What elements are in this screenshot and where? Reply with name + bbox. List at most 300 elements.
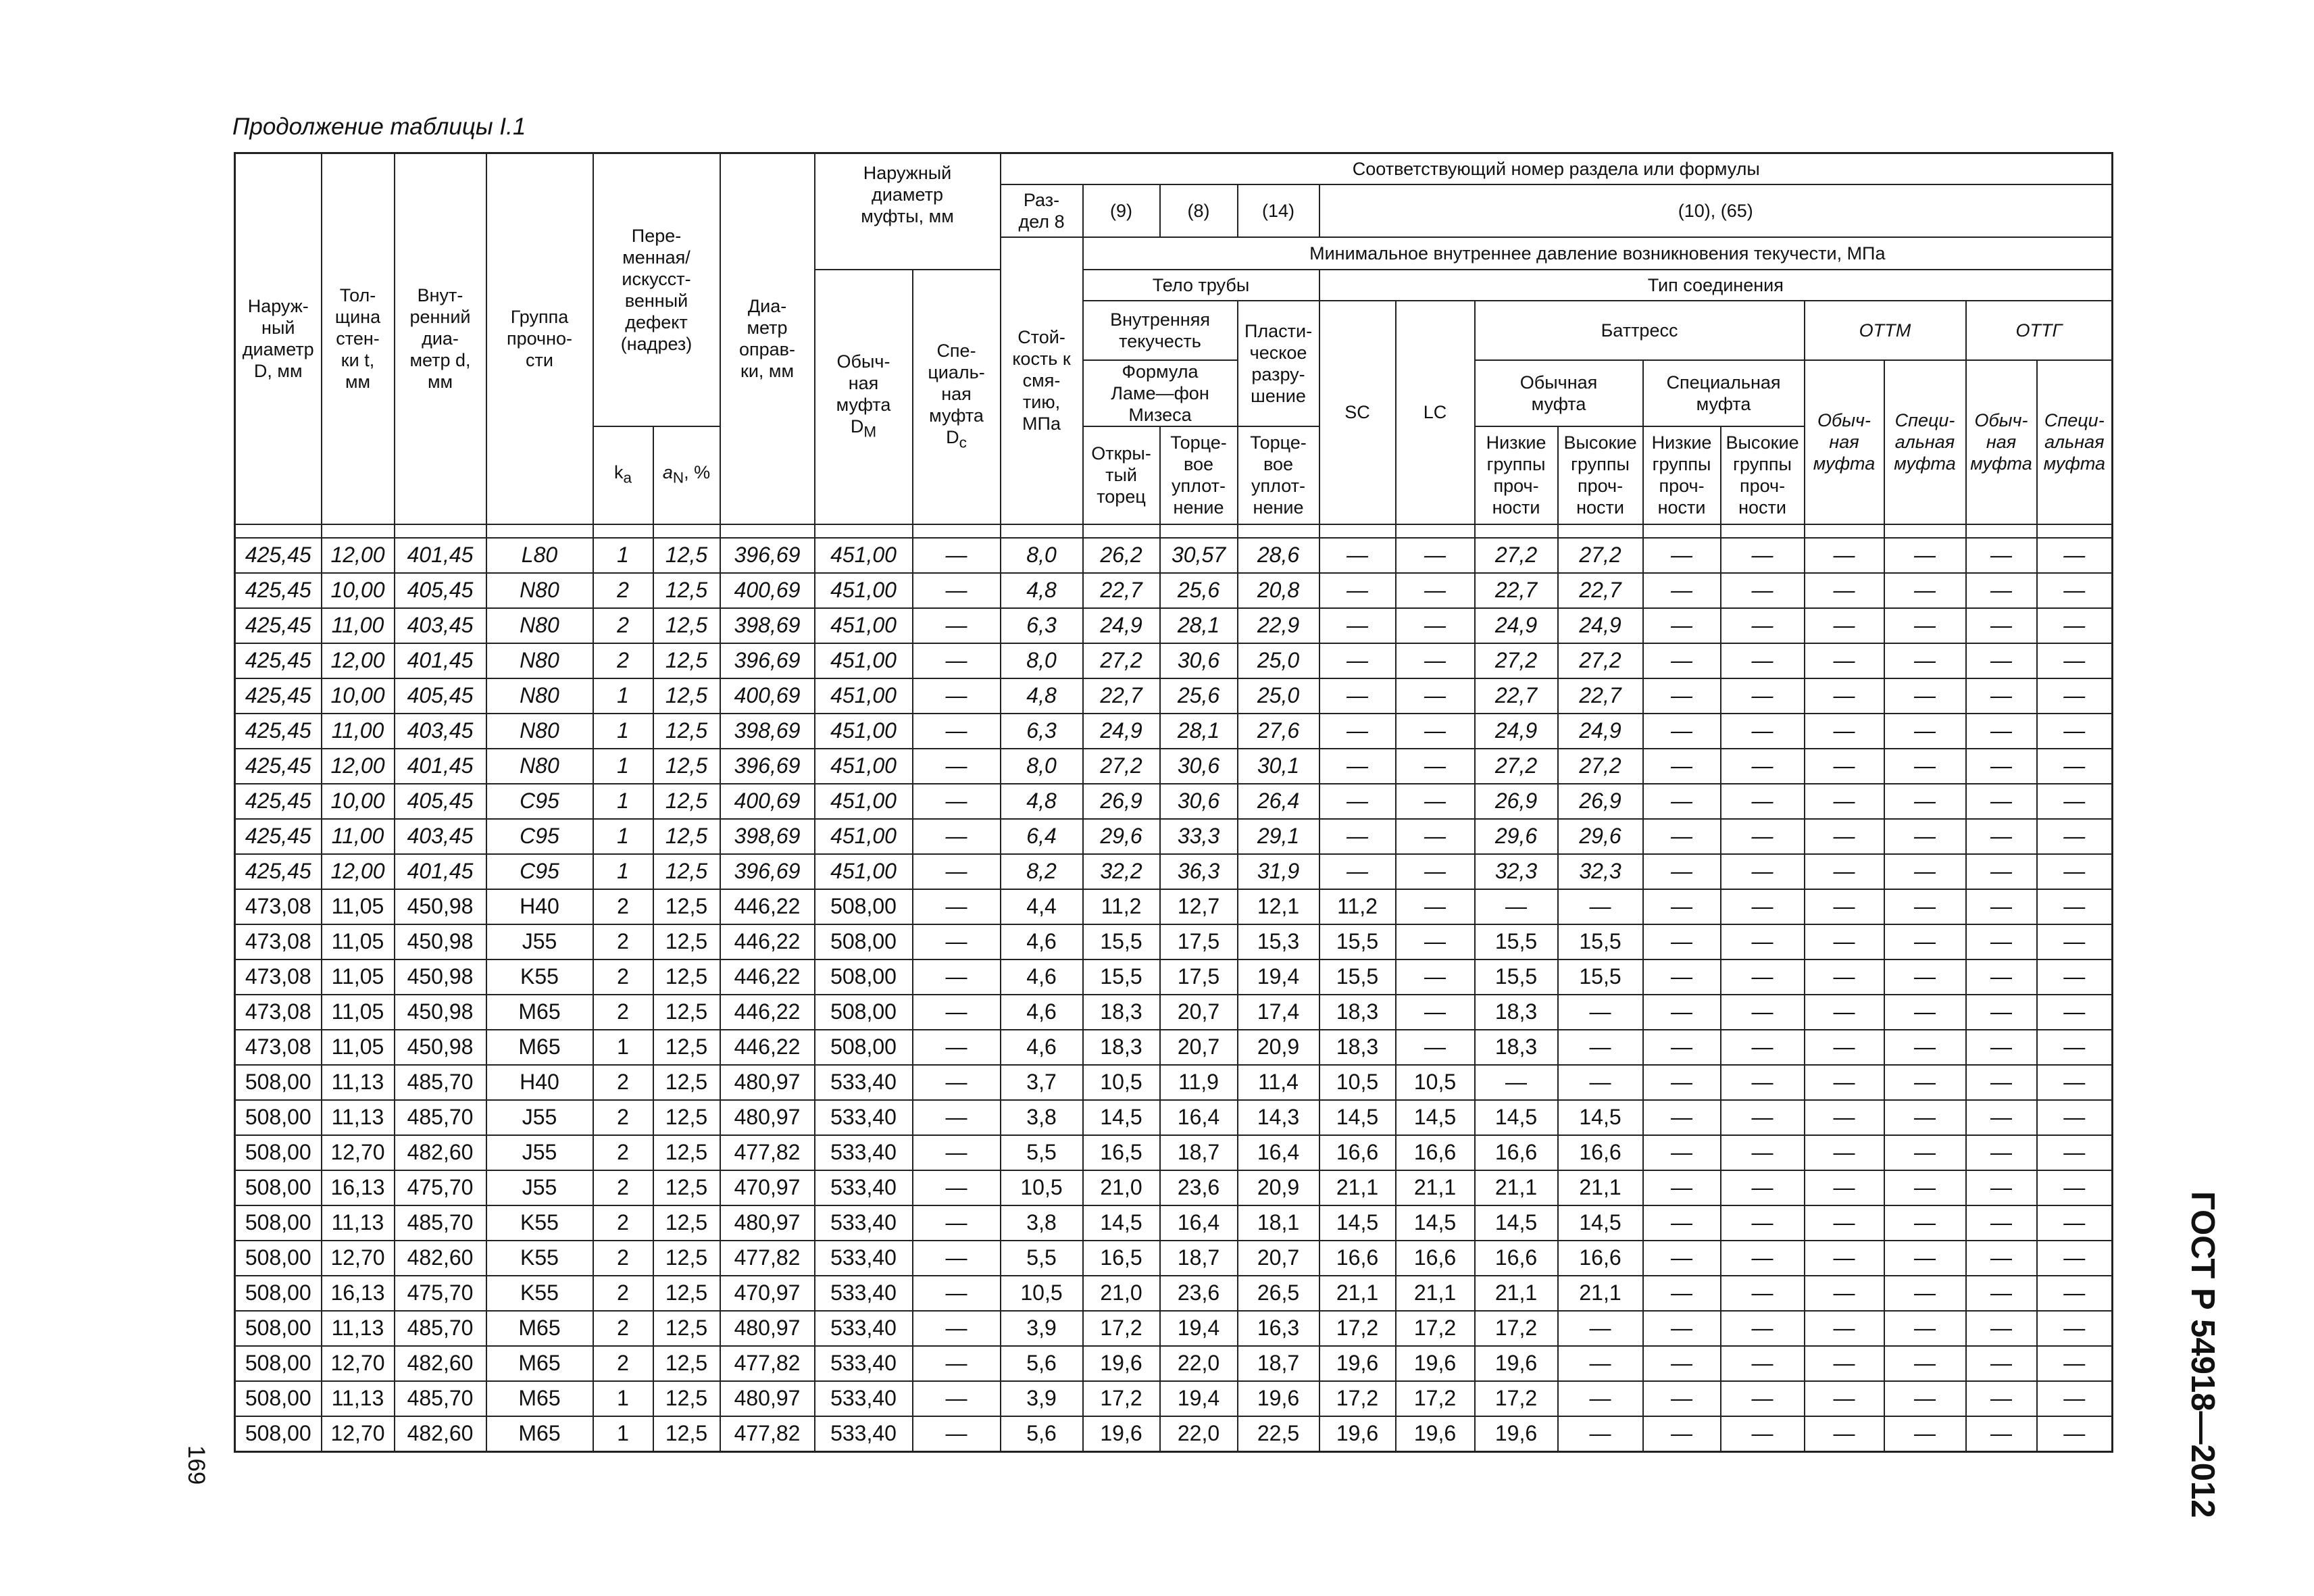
table-cell: — [1805, 678, 1884, 714]
table-cell: — [1805, 819, 1884, 854]
sc-cell [1319, 301, 1396, 524]
table-cell: 25,6 [1160, 678, 1238, 714]
table-cell: — [1643, 538, 1721, 573]
table-cell: — [1805, 643, 1884, 678]
table-cell: 30,6 [1160, 749, 1238, 784]
table-cell: 18,3 [1475, 995, 1558, 1030]
table-cell: 22,9 [1238, 608, 1319, 643]
table-cell: 480,97 [720, 1100, 815, 1135]
table-cell: — [1966, 1135, 2037, 1170]
table-cell: — [1558, 1346, 1643, 1381]
ottm-regular-cell [1805, 360, 1884, 524]
table-cell: — [1396, 678, 1475, 714]
table-cell: 400,69 [720, 784, 815, 819]
table-cell: 451,00 [815, 643, 913, 678]
table-cell: 28,6 [1238, 538, 1319, 573]
open-end-cell [1083, 426, 1160, 524]
table-cell: 20,9 [1238, 1170, 1319, 1205]
table-cell: — [1805, 1205, 1884, 1241]
f10-65-cell [1319, 184, 2113, 237]
table-cell: 16,5 [1083, 1135, 1160, 1170]
table-cell: — [913, 924, 1001, 959]
table-cell: 16,6 [1475, 1135, 1558, 1170]
table-cell: — [2037, 1170, 2113, 1205]
table-cell: 17,2 [1083, 1381, 1160, 1416]
table-cell: 533,40 [815, 1276, 913, 1311]
table-row [235, 538, 2113, 573]
table-cell: — [2037, 1311, 2113, 1346]
table-cell: 3,8 [1001, 1100, 1083, 1135]
table-cell: — [2037, 608, 2113, 643]
table-cell: M65 [486, 1030, 593, 1065]
table-cell: 1 [593, 714, 653, 749]
table-cell: 19,6 [1319, 1346, 1396, 1381]
table-cell: — [1643, 1065, 1721, 1100]
table-cell: — [1319, 784, 1396, 819]
table-cell: 425,45 [235, 608, 322, 643]
table-cell: 10,5 [1083, 1065, 1160, 1100]
table-cell: — [913, 1100, 1001, 1135]
data-table [234, 152, 2113, 1453]
table-cell: — [913, 538, 1001, 573]
an-label: $a_N$, % [662, 462, 711, 487]
table-cell: 508,00 [815, 889, 913, 924]
table-cell: C95 [486, 784, 593, 819]
table-cell: — [1966, 1205, 2037, 1241]
table-cell: 22,5 [1238, 1416, 1319, 1452]
table-cell: — [1805, 1416, 1884, 1452]
table-cell: 425,45 [235, 714, 322, 749]
table-cell: — [1805, 1311, 1884, 1346]
table-cell: — [1721, 1346, 1805, 1381]
table-cell: 3,8 [1001, 1205, 1083, 1241]
end-seal-cell-1 [1160, 426, 1238, 524]
buttress-regular-cell [1475, 360, 1643, 426]
table-row [235, 1065, 2113, 1100]
table-cell: — [1721, 573, 1805, 608]
table-cell: — [1721, 1241, 1805, 1276]
table-cell: — [1396, 854, 1475, 889]
table-cell: 12,5 [653, 995, 720, 1030]
table-cell: — [1805, 1135, 1884, 1170]
buttress-label: Баттресс [1601, 320, 1678, 341]
table-cell: — [1966, 573, 2037, 608]
table-cell: 12,5 [653, 1311, 720, 1346]
table-cell: 22,0 [1160, 1346, 1238, 1381]
table-cell: 477,82 [720, 1346, 815, 1381]
table-cell: 396,69 [720, 643, 815, 678]
table-cell: — [2037, 1381, 2113, 1416]
table-cell: 12,70 [322, 1135, 395, 1170]
table-cell: — [1558, 1416, 1643, 1452]
table-cell: 477,82 [720, 1135, 815, 1170]
table-cell: 12,5 [653, 678, 720, 714]
table-cell: 14,5 [1396, 1100, 1475, 1135]
standard-code: ГОСТ Р 54918—2012 [2184, 1191, 2221, 1518]
table-cell: 508,00 [815, 924, 913, 959]
table-cell: 24,9 [1083, 714, 1160, 749]
table-cell: — [1721, 995, 1805, 1030]
header-gap-row [235, 524, 2113, 538]
table-cell: 11,2 [1083, 889, 1160, 924]
table-cell: — [1643, 1241, 1721, 1276]
table-cell: 24,9 [1475, 608, 1558, 643]
table-cell: 508,00 [235, 1381, 322, 1416]
table-cell: 1 [593, 538, 653, 573]
table-cell: 533,40 [815, 1311, 913, 1346]
table-cell: 19,6 [1396, 1346, 1475, 1381]
table-cell: 12,5 [653, 608, 720, 643]
ottg-special-cell [2037, 360, 2113, 524]
table-cell: 5,5 [1001, 1135, 1083, 1170]
table-cell: 16,4 [1160, 1100, 1238, 1135]
table-row [235, 573, 2113, 608]
table-cell: — [1319, 714, 1396, 749]
table-cell: — [913, 1346, 1001, 1381]
table-cell: 477,82 [720, 1241, 815, 1276]
table-cell: — [1396, 819, 1475, 854]
table-cell: 4,8 [1001, 678, 1083, 714]
table-cell: 32,2 [1083, 854, 1160, 889]
table-cell: 22,0 [1160, 1416, 1238, 1452]
f9-label: (9) [1110, 200, 1133, 221]
f9-cell [1083, 184, 1160, 237]
table-cell: 425,45 [235, 819, 322, 854]
table-cell: N80 [486, 573, 593, 608]
table-cell: 450,98 [395, 995, 486, 1030]
table-cell: — [1884, 995, 1966, 1030]
table-cell: 480,97 [720, 1205, 815, 1241]
table-cell: 26,4 [1238, 784, 1319, 819]
table-cell: 533,40 [815, 1100, 913, 1135]
lc-cell [1396, 301, 1475, 524]
table-cell: 12,5 [653, 924, 720, 959]
table-cell: — [1884, 1030, 1966, 1065]
min-pressure-label: Минимальное внутреннее давление возникновения текучести, МПа [1309, 243, 1886, 264]
table-cell: 473,08 [235, 959, 322, 995]
table-cell: 27,2 [1083, 643, 1160, 678]
table-cell: 12,00 [322, 643, 395, 678]
table-cell: — [913, 714, 1001, 749]
table-cell: 18,3 [1083, 995, 1160, 1030]
f14-cell [1238, 184, 1319, 237]
table-cell: — [1884, 959, 1966, 995]
table-cell: M65 [486, 1381, 593, 1416]
buttress-regular-label: Обычная муфта [1519, 372, 1598, 414]
connection-type-label: Тип соединения [1647, 274, 1784, 295]
internal-yield-label: Внутренняя текучесть [1110, 309, 1210, 351]
table-cell: 16,13 [322, 1170, 395, 1205]
table-cell: 12,5 [653, 1030, 720, 1065]
table-cell: — [913, 1241, 1001, 1276]
table-cell: 425,45 [235, 678, 322, 714]
table-cell: — [1805, 714, 1884, 749]
table-cell: 401,45 [395, 749, 486, 784]
table-cell: 396,69 [720, 854, 815, 889]
table-cell: — [1884, 678, 1966, 714]
table-cell: 2 [593, 1276, 653, 1311]
collapse-resistance-label: Стой- кость к смя- тию, МПа [1012, 327, 1071, 434]
an-cell [653, 426, 720, 524]
table-cell: 24,9 [1558, 608, 1643, 643]
table-row [235, 1100, 2113, 1135]
table-cell: 508,00 [815, 1030, 913, 1065]
table-cell: 11,13 [322, 1311, 395, 1346]
table-cell: 16,13 [322, 1276, 395, 1311]
table-cell: 508,00 [815, 959, 913, 995]
table-cell: — [2037, 1030, 2113, 1065]
table-cell: — [1805, 959, 1884, 995]
table-cell: 18,3 [1319, 995, 1396, 1030]
table-cell: 2 [593, 1205, 653, 1241]
table-cell: 533,40 [815, 1135, 913, 1170]
table-cell: 425,45 [235, 749, 322, 784]
table-cell: — [1884, 714, 1966, 749]
table-cell: J55 [486, 1135, 593, 1170]
f14-label: (14) [1262, 200, 1295, 221]
table-cell: 21,1 [1319, 1170, 1396, 1205]
table-cell: 17,4 [1238, 995, 1319, 1030]
table-cell: 2 [593, 995, 653, 1030]
table-cell: 480,97 [720, 1381, 815, 1416]
table-cell: — [1643, 1030, 1721, 1065]
table-row [235, 995, 2113, 1030]
table-cell: 11,00 [322, 819, 395, 854]
table-cell: N80 [486, 678, 593, 714]
table-cell: 24,9 [1083, 608, 1160, 643]
table-cell: M65 [486, 1416, 593, 1452]
table-cell: — [1884, 1241, 1966, 1276]
table-cell: 1 [593, 784, 653, 819]
table-cell: — [1805, 1381, 1884, 1416]
table-cell: 2 [593, 1241, 653, 1276]
table-cell: — [2037, 995, 2113, 1030]
table-cell: 15,5 [1083, 959, 1160, 995]
table-cell: 19,6 [1083, 1346, 1160, 1381]
table-cell: 12,00 [322, 749, 395, 784]
table-cell: 28,1 [1160, 714, 1238, 749]
table-cell: 508,00 [235, 1170, 322, 1205]
table-cell: 23,6 [1160, 1170, 1238, 1205]
table-cell: — [1643, 573, 1721, 608]
table-cell: 451,00 [815, 714, 913, 749]
table-cell: — [1558, 1030, 1643, 1065]
table-cell: — [913, 678, 1001, 714]
table-cell: — [913, 749, 1001, 784]
table-cell: — [1805, 1065, 1884, 1100]
table-cell: 12,5 [653, 714, 720, 749]
table-cell: — [1558, 889, 1643, 924]
table-cell: — [2037, 714, 2113, 749]
table-cell: 400,69 [720, 678, 815, 714]
high-groups-label-2: Высокие группы проч- ности [1726, 432, 1799, 518]
connection-type-cell [1319, 270, 2113, 301]
table-row [235, 1170, 2113, 1205]
table-cell: 8,2 [1001, 854, 1083, 889]
table-cell: — [1966, 1346, 2037, 1381]
table-cell: — [1884, 784, 1966, 819]
table-cell: 19,6 [1319, 1416, 1396, 1452]
table-cell: — [1396, 924, 1475, 959]
table-row [235, 1346, 2113, 1381]
table-cell: 450,98 [395, 959, 486, 995]
table-cell: 398,69 [720, 608, 815, 643]
table-cell: — [1884, 1170, 1966, 1205]
table-cell: 508,00 [815, 995, 913, 1030]
ottg-regular-label: Обыч- ная муфта [1970, 410, 2032, 474]
table-cell: 29,6 [1558, 819, 1643, 854]
table-cell: 450,98 [395, 889, 486, 924]
ka-label: $k_a$ [613, 462, 632, 487]
col-strength-group [486, 153, 593, 524]
table-cell: — [1966, 924, 2037, 959]
col-mandrel-diameter [720, 153, 815, 524]
table-cell: 20,9 [1238, 1030, 1319, 1065]
table-cell: 26,9 [1475, 784, 1558, 819]
inner-diameter-label: Внут- ренний диа- метр d, мм [409, 285, 471, 393]
table-cell: — [913, 1170, 1001, 1205]
table-cell: 12,5 [653, 1100, 720, 1135]
table-cell: 26,9 [1558, 784, 1643, 819]
table-cell: 446,22 [720, 995, 815, 1030]
table-cell: 403,45 [395, 714, 486, 749]
table-cell: — [1643, 854, 1721, 889]
table-cell: 473,08 [235, 1030, 322, 1065]
table-cell: 14,5 [1396, 1205, 1475, 1241]
table-cell: 16,6 [1319, 1241, 1396, 1276]
outer-diameter-label: Наруж- ный диаметр D, мм [242, 296, 314, 382]
table-cell: — [1884, 643, 1966, 678]
table-cell: — [913, 1065, 1001, 1100]
table-cell: 446,22 [720, 924, 815, 959]
table-cell: 508,00 [235, 1311, 322, 1346]
table-cell: 19,6 [1475, 1416, 1558, 1452]
table-cell: 533,40 [815, 1241, 913, 1276]
high-groups-cell-1 [1558, 426, 1643, 524]
table-cell: 12,5 [653, 749, 720, 784]
table-cell: — [1884, 1135, 1966, 1170]
page-number: 169 [183, 1445, 209, 1485]
table-cell: — [1396, 784, 1475, 819]
table-cell: 2 [593, 643, 653, 678]
table-cell: — [1721, 749, 1805, 784]
table-cell: 10,5 [1319, 1065, 1396, 1100]
table-cell: 470,97 [720, 1170, 815, 1205]
section8-cell [1001, 184, 1083, 237]
table-cell: 401,45 [395, 538, 486, 573]
table-cell: — [1396, 714, 1475, 749]
table-cell: 1 [593, 854, 653, 889]
collapse-resistance-cell [1001, 237, 1083, 524]
table-row [235, 1241, 2113, 1276]
f10-65-label: (10), (65) [1678, 200, 1753, 221]
col-outer-diameter [235, 153, 322, 524]
ottm-label: ОТТМ [1859, 320, 1911, 341]
table-cell: 26,5 [1238, 1276, 1319, 1311]
table-cell: H40 [486, 1065, 593, 1100]
table-cell: — [1721, 1276, 1805, 1311]
table-cell: — [1884, 854, 1966, 889]
table-cell: J55 [486, 1100, 593, 1135]
table-cell: 11,13 [322, 1205, 395, 1241]
table-cell: 450,98 [395, 1030, 486, 1065]
table-cell: 16,4 [1238, 1135, 1319, 1170]
table-cell: — [1319, 819, 1396, 854]
table-cell: 398,69 [720, 714, 815, 749]
table-cell: 16,5 [1083, 1241, 1160, 1276]
table-cell: 425,45 [235, 643, 322, 678]
table-cell: 1 [593, 819, 653, 854]
table-cell: — [1966, 784, 2037, 819]
table-cell: — [1643, 819, 1721, 854]
table-cell: 18,1 [1238, 1205, 1319, 1241]
table-cell: 12,70 [322, 1346, 395, 1381]
table-cell: 446,22 [720, 959, 815, 995]
table-cell: 403,45 [395, 608, 486, 643]
table-cell: 21,1 [1475, 1170, 1558, 1205]
ref-section-label: Соответствующий номер раздела или формулы [1352, 158, 1760, 179]
table-cell: 21,1 [1319, 1276, 1396, 1311]
table-row [235, 749, 2113, 784]
table-cell: 29,6 [1475, 819, 1558, 854]
table-cell: 10,00 [322, 678, 395, 714]
table-cell: 22,7 [1083, 678, 1160, 714]
table-cell: 451,00 [815, 608, 913, 643]
table-cell: 21,0 [1083, 1170, 1160, 1205]
table-cell: — [1721, 538, 1805, 573]
internal-yield-cell [1083, 301, 1238, 360]
special-coupling-cell [913, 270, 1001, 524]
table-cell: 405,45 [395, 678, 486, 714]
table-cell: N80 [486, 749, 593, 784]
low-groups-label-2: Низкие группы проч- ности [1651, 432, 1712, 518]
table-cell: 32,3 [1558, 854, 1643, 889]
table-cell: 8,0 [1001, 749, 1083, 784]
table-cell: 15,5 [1558, 959, 1643, 995]
table-cell: 14,5 [1558, 1205, 1643, 1241]
table-cell: 11,00 [322, 714, 395, 749]
table-cell: 446,22 [720, 1030, 815, 1065]
coupling-outer-diameter-label: Наружный диаметр муфты, мм [861, 163, 954, 226]
table-cell: — [1643, 678, 1721, 714]
table-cell: — [1721, 959, 1805, 995]
table-cell: — [1396, 889, 1475, 924]
table-cell: 473,08 [235, 924, 322, 959]
table-cell: 451,00 [815, 749, 913, 784]
table-cell: 12,5 [653, 1381, 720, 1416]
table-cell: — [2037, 1135, 2113, 1170]
table-cell: — [913, 1416, 1001, 1452]
table-cell: — [1558, 1381, 1643, 1416]
table-cell: 4,4 [1001, 889, 1083, 924]
table-cell: 32,3 [1475, 854, 1558, 889]
table-cell: — [1643, 749, 1721, 784]
ottm-special-label: Специ- альная муфта [1894, 410, 1956, 474]
table-cell: 473,08 [235, 995, 322, 1030]
table-cell: — [1721, 1205, 1805, 1241]
open-end-label: Откры- тый торец [1091, 443, 1151, 507]
table-cell: 3,9 [1001, 1311, 1083, 1346]
table-cell: 12,5 [653, 784, 720, 819]
table-cell: 2 [593, 1135, 653, 1170]
table-cell: 11,00 [322, 608, 395, 643]
table-cell: — [1884, 1311, 1966, 1346]
table-cell: 12,00 [322, 538, 395, 573]
table-cell: 15,5 [1475, 959, 1558, 995]
table-cell: — [1966, 1311, 2037, 1346]
table-cell: — [1805, 1276, 1884, 1311]
buttress-special-cell [1643, 360, 1805, 426]
